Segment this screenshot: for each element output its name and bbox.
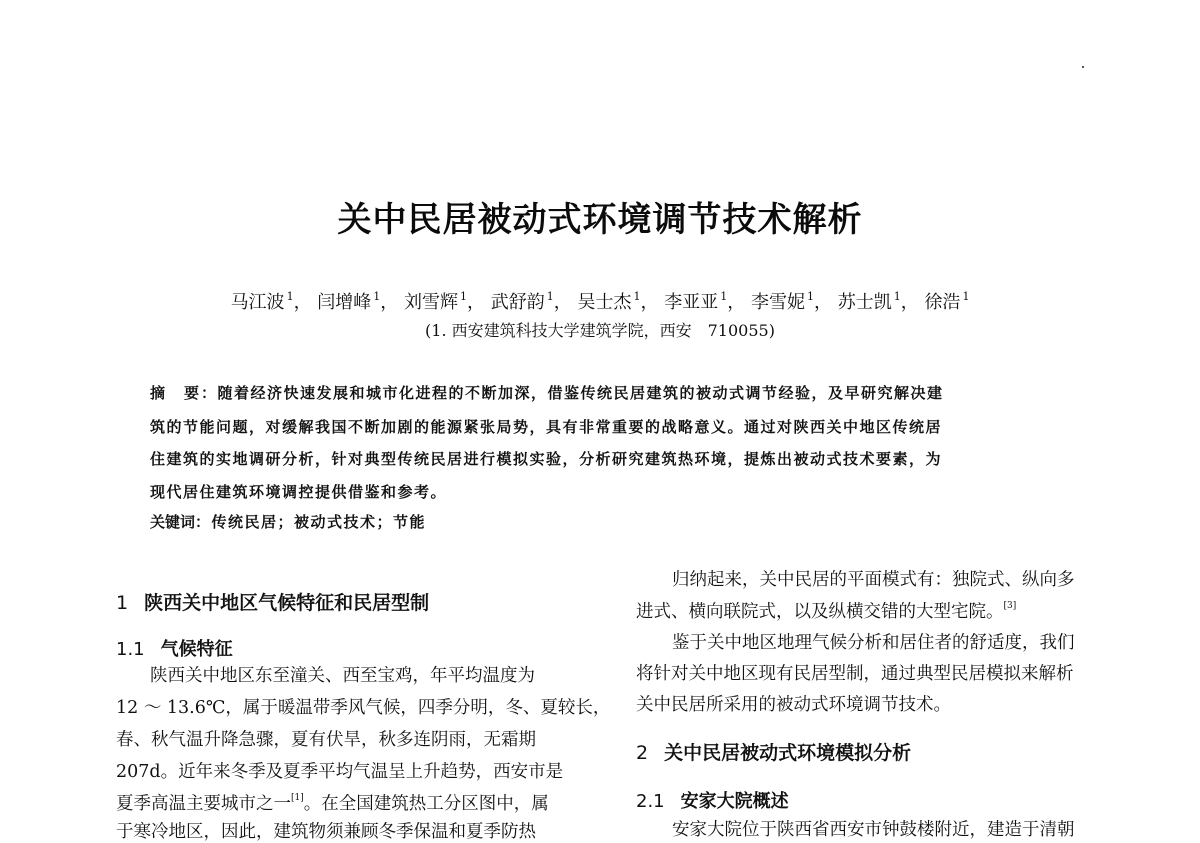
affiliation: (1. 西安建筑科技大学建筑学院，西安 710055) — [425, 321, 775, 340]
subsection-heading — [116, 635, 233, 661]
body-line — [116, 790, 549, 815]
citation-ref: [1] — [291, 793, 304, 803]
body-text: 夏季高温主要城市之一 — [116, 794, 291, 814]
keywords-label: 关键词 — [150, 513, 196, 531]
body-line: 关中民居所采用的被动式环境调节技术。 — [636, 695, 951, 715]
author-name: 徐浩 — [924, 292, 961, 313]
body-line: 鉴于关中地区地理气候分析和居住者的舒适度，我们 — [672, 633, 1075, 653]
section-title: 陕西关中地区气候特征和民居型制 — [144, 592, 430, 614]
author-affil-mark: 1 — [806, 290, 814, 303]
section-heading — [116, 588, 429, 615]
body-line: 12 ～ 13.6℃，属于暖温带季风气候，四季分明，冬、夏较长， — [116, 698, 611, 718]
author-name: 李雪妮 — [750, 292, 805, 313]
section-number: 1.1 — [116, 639, 145, 660]
keywords-line — [150, 511, 426, 532]
body-text: 进式、横向联院式，以及纵横交错的大型宅院。 — [636, 602, 1004, 622]
abstract-line: 住建筑的实地调研分析，针对典型传统民居进行模拟实验，分析研究建筑热环境，提炼出被动式技术要素，为 — [150, 450, 943, 468]
abstract-label: 摘 要 — [150, 384, 202, 402]
author-affil-mark: 1 — [720, 290, 728, 303]
abstract-line: 现代居住建筑环境调控提供借鉴和参考。 — [150, 483, 448, 501]
section-title: 气候特征 — [160, 639, 233, 660]
author-name: 武舒韵 — [490, 292, 545, 313]
section-heading — [636, 738, 911, 765]
body-line: 安家大院位于陕西省西安市钟鼓楼附近，建造于清朝 — [672, 820, 1075, 840]
author-affil-mark: 1 — [373, 290, 381, 303]
author-affil-mark: 1 — [546, 290, 554, 303]
abstract-line — [150, 382, 944, 403]
author-affil-mark: 1 — [893, 290, 901, 303]
author-name: 苏士凯 — [837, 292, 892, 313]
author-affil-mark: 1 — [286, 290, 294, 303]
section-title: 安家大院概述 — [680, 791, 789, 812]
abstract-text: ：随着经济快速发展和城市化进程的不断加深，借鉴传统民居建筑的被动式调节经验，及早研究解决建 — [201, 384, 944, 402]
body-line: 将针对关中地区现有民居型制，通过典型民居模拟来解析 — [636, 664, 1074, 684]
body-line: 春、秋气温升降急骤，夏有伏旱，秋多连阴雨，无霜期 — [116, 730, 536, 750]
section-title: 关中民居被动式环境模拟分析 — [664, 742, 912, 764]
author-name: 闫增峰 — [317, 292, 372, 313]
body-line — [636, 598, 1016, 623]
body-line: 于寒冷地区，因此，建筑物须兼顾冬季保温和夏季防热 — [116, 822, 536, 842]
section-number: 2.1 — [636, 791, 665, 812]
citation-ref: [3] — [1003, 601, 1017, 611]
paper-title: 关中民居被动式环境调节技术解析 — [337, 200, 863, 240]
section-number: 2 — [636, 742, 649, 764]
author-affil-mark: 1 — [460, 290, 468, 303]
abstract-line: 筑的节能问题，对缓解我国不断加剧的能源紧张局势，具有非常重要的战略意义。通过对陕西关中地区传统居 — [150, 418, 943, 436]
author-list: 马江波 $^1$， 闫增峰 $^1$， 刘雪辉 $^1$， 武舒韵 $^1$， 吴士杰 $^1$， 李亚亚 $^1$， 李雪妮 $^1$， 苏士凯 $^1$， 徐浩 $^1$ — [230, 290, 970, 313]
author-name: 李亚亚 — [664, 292, 719, 313]
author-name: 马江波 — [230, 292, 285, 313]
section-number: 1 — [116, 592, 129, 614]
body-line: 陕西关中地区东至潼关、西至宝鸡，年平均温度为 — [150, 666, 535, 686]
subsection-heading — [636, 787, 789, 813]
author-name: 吴士杰 — [577, 292, 632, 313]
keywords-text: ：传统民居；被动式技术；节能 — [195, 513, 427, 531]
author-affil-mark: 1 — [633, 290, 641, 303]
author-affil-mark: 1 — [962, 290, 970, 303]
body-line: 207d。近年来冬季及夏季平均气温呈上升趋势，西安市是 — [116, 762, 564, 782]
body-text: 。在全国建筑热工分区图中，属 — [303, 794, 549, 814]
author-name: 刘雪辉 — [404, 292, 459, 313]
body-line: 归纳起来，关中民居的平面模式有：独院式、纵向多 — [672, 570, 1075, 590]
scan-speck — [1082, 66, 1084, 68]
